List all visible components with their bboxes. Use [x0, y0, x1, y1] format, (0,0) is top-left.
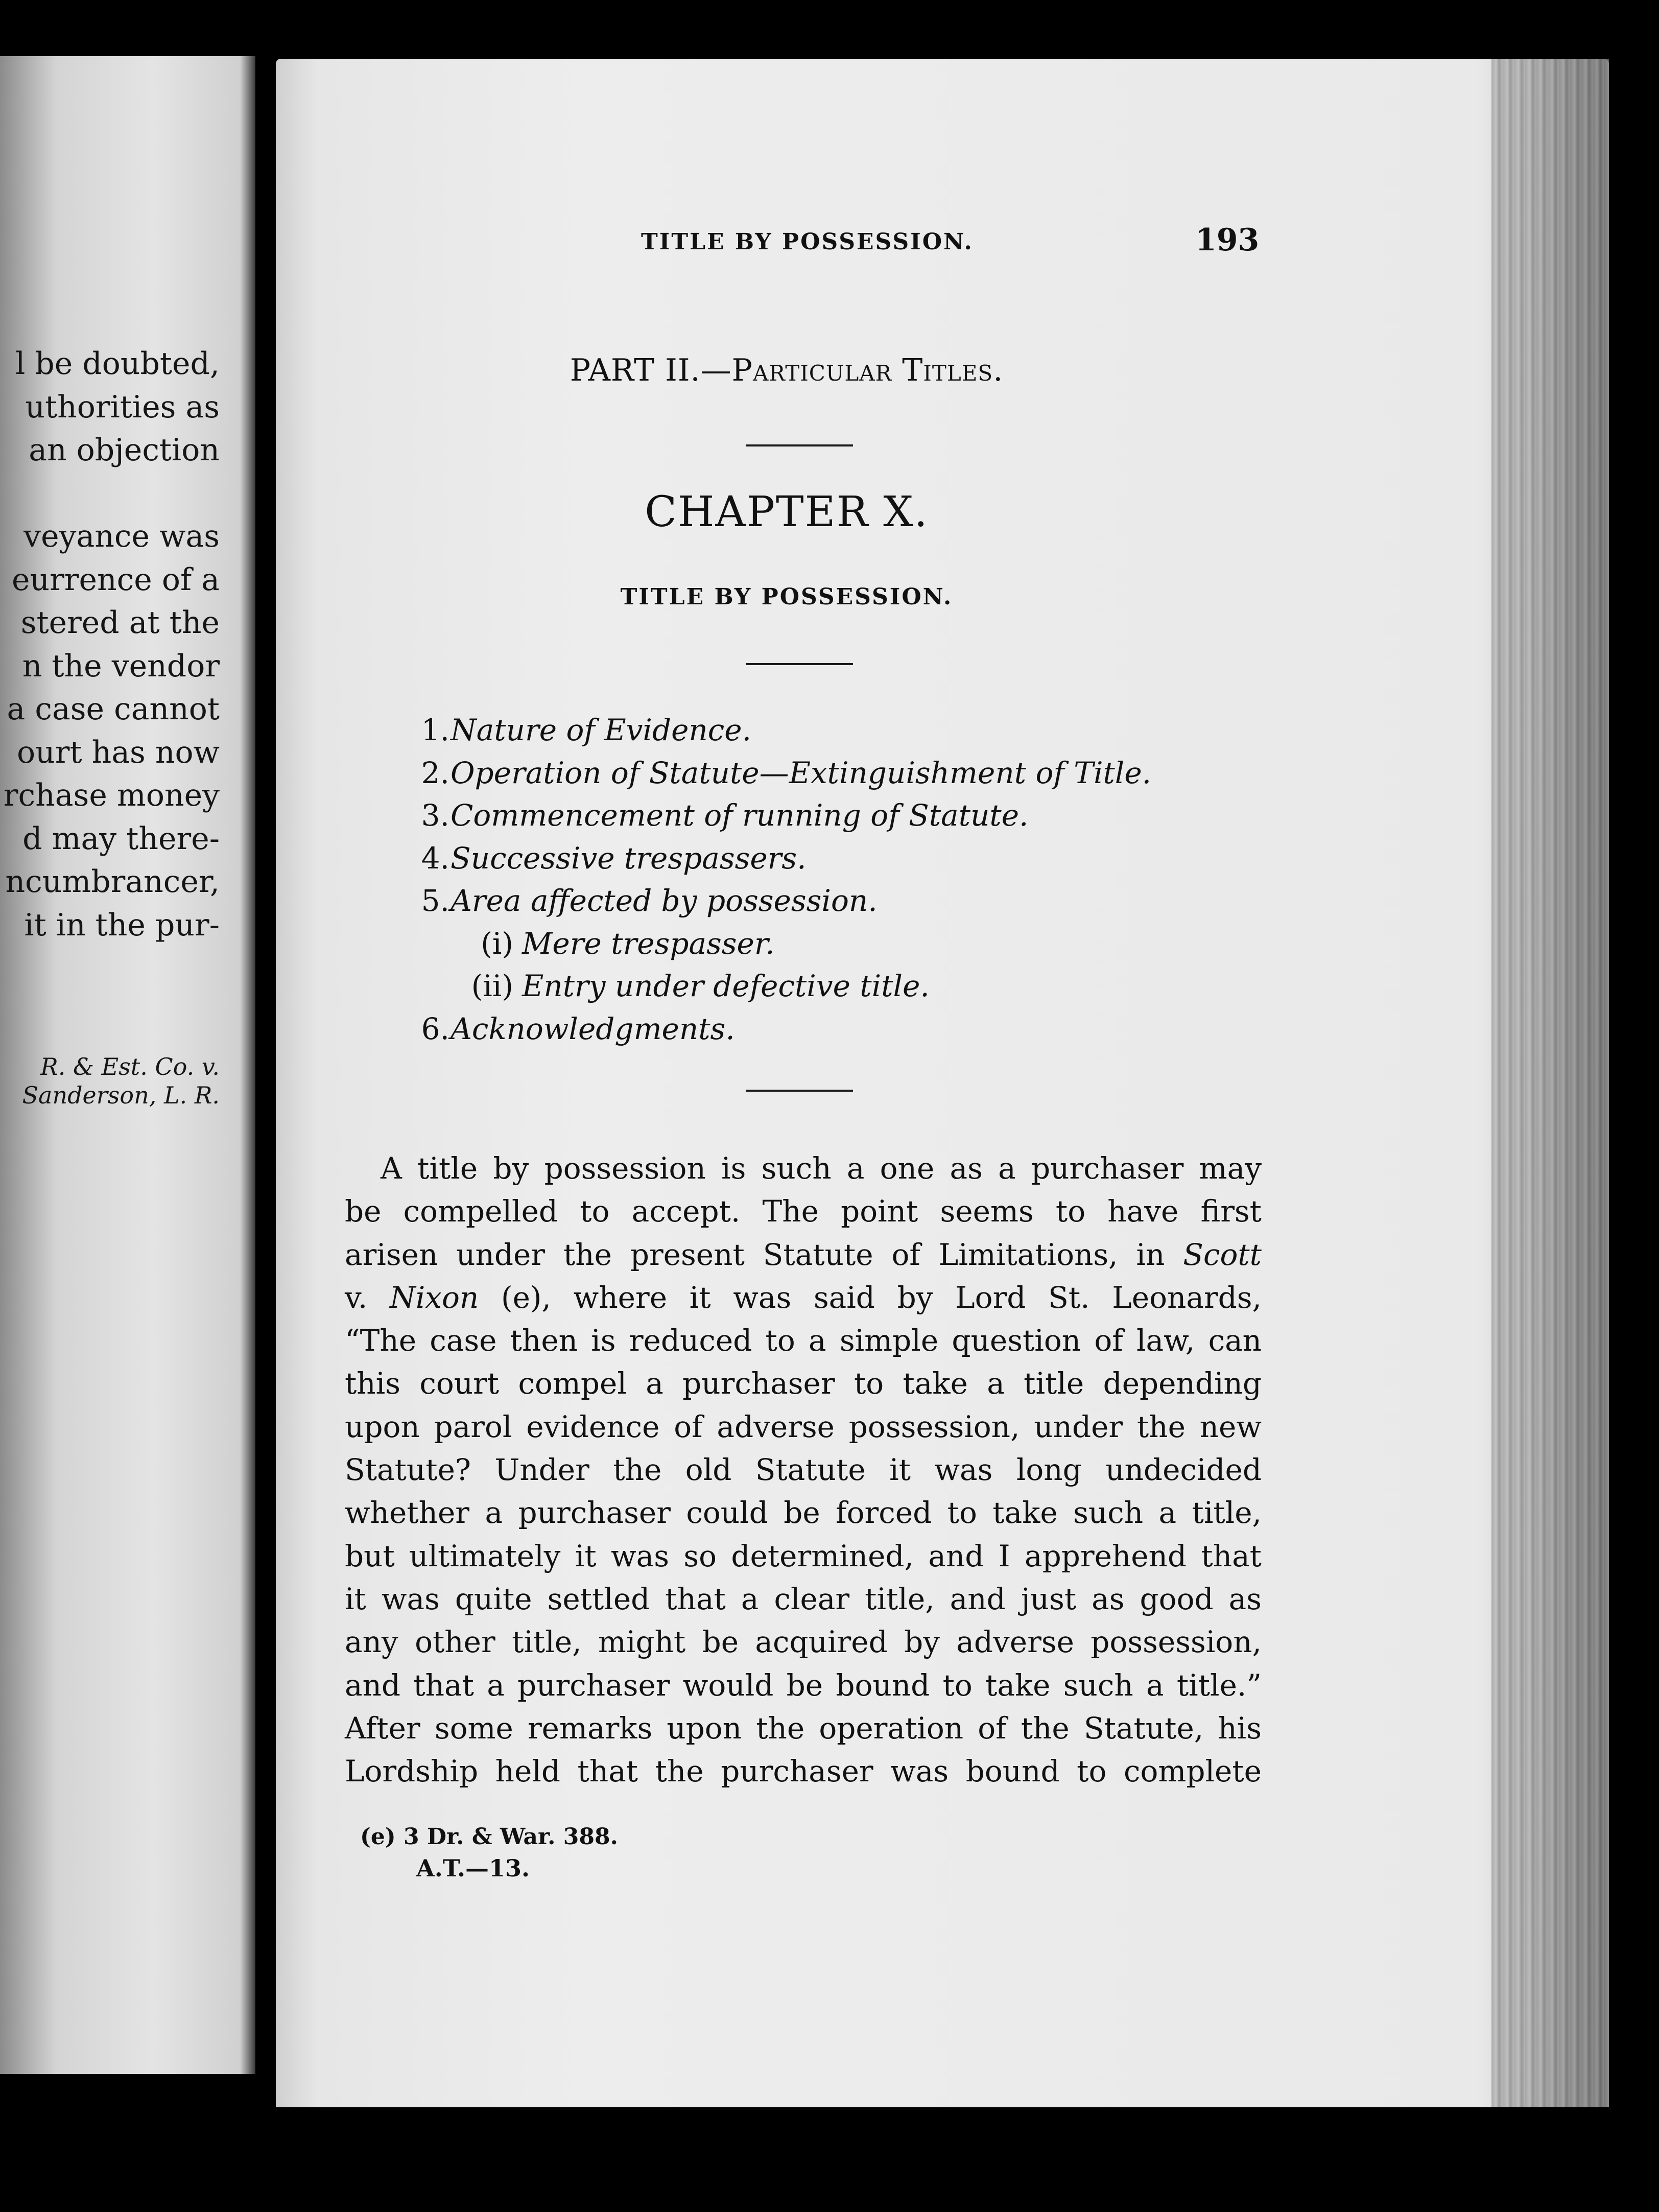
- text-line: d may there-: [22, 820, 220, 857]
- text-line: whether a purchaser could be forced to take such a title,: [345, 1495, 1262, 1531]
- text-line: it was quite settled that a clear title, and just as good as: [345, 1581, 1262, 1616]
- signature-mark: A.T.—13.: [416, 1854, 530, 1882]
- item-number: 2.: [421, 755, 449, 790]
- text-line: but ultimately it was so determined, and I apprehend that: [345, 1538, 1262, 1573]
- text-run: arisen under the present Statute of Limitations, in: [345, 1237, 1165, 1272]
- item-number: 3.: [421, 798, 449, 833]
- previous-page-footnote: [22, 1052, 220, 1110]
- footnote-reference: (e),: [501, 1280, 551, 1315]
- previous-page-text: [4, 342, 220, 947]
- item-title: Acknowledgments.: [451, 1011, 735, 1046]
- item-number: 6.: [421, 1011, 449, 1046]
- text-line: [4, 472, 220, 515]
- footnote-line: Sanderson, L. R.: [22, 1081, 220, 1109]
- text-line: [345, 1233, 1262, 1276]
- item-number: 1.: [421, 713, 449, 747]
- item-title: Area affected by possession.: [451, 883, 878, 918]
- item-number: (ii): [471, 969, 513, 1003]
- item-number: 4.: [421, 840, 449, 876]
- item-title: Operation of Statute—Extinguishment of Title.: [451, 755, 1152, 790]
- chapter-subtitle: TITLE BY POSSESSION.: [620, 584, 953, 610]
- text-line: eurrence of a: [11, 561, 220, 598]
- item-number: (i): [481, 926, 513, 961]
- page-number: 193: [1195, 222, 1260, 258]
- page-edges: [1491, 59, 1609, 2107]
- text-line: [345, 1276, 1262, 1319]
- item-title: Commencement of running of Statute.: [451, 798, 1029, 833]
- divider-rule: [746, 663, 853, 665]
- divider-rule: [746, 1090, 853, 1092]
- item-title: Successive trespassers.: [451, 840, 807, 876]
- part-title: [276, 352, 1297, 388]
- text-line: uthorities as: [25, 389, 220, 425]
- text-line: n the vendor: [22, 648, 220, 684]
- case-name: Nixon: [390, 1280, 479, 1315]
- text-line: upon parol evidence of adverse possession, under the new: [345, 1409, 1262, 1444]
- text-line: A title by possession is such a one as a purchaser may: [381, 1151, 1262, 1186]
- item-title: Nature of Evidence.: [451, 713, 752, 747]
- text-line: any other title, might be acquired by adverse possession,: [345, 1625, 1262, 1660]
- text-line: Statute? Under the old Statute it was long undecided: [345, 1452, 1262, 1488]
- text-line: be compelled to accept. The point seems to have first: [345, 1194, 1262, 1229]
- part-title-name: Particular Titles.: [731, 352, 1004, 388]
- text-line: rchase money: [3, 778, 220, 813]
- text-line: a case cannot: [7, 691, 220, 727]
- item-number: 5.: [421, 883, 449, 918]
- text-run: v.: [345, 1280, 368, 1315]
- text-line: this court compel a purchaser to take a title depending: [345, 1366, 1262, 1401]
- text-line: an objection: [29, 432, 220, 468]
- text-line: After some remarks upon the operation of the Statute, his: [345, 1710, 1262, 1746]
- text-run: where it was said by Lord St. Leonards,: [573, 1280, 1262, 1315]
- text-line: veyance was: [23, 519, 220, 554]
- item-title: Mere trespasser.: [522, 926, 775, 961]
- item-title: Entry under defective title.: [522, 969, 930, 1003]
- footnote: (e) 3 Dr. & War. 388.: [360, 1824, 618, 1850]
- running-head: TITLE BY POSSESSION.: [641, 229, 974, 255]
- text-line: it in the pur-: [24, 907, 220, 943]
- divider-rule: [746, 444, 853, 446]
- text-line: ncumbrancer,: [5, 864, 220, 900]
- text-line: l be doubted,: [15, 346, 220, 382]
- text-line: ourt has now: [16, 734, 220, 770]
- text-line: Lordship held that the purchaser was bound to complete: [345, 1754, 1262, 1789]
- text-line: and that a purchaser would be bound to take such a title.”: [345, 1667, 1262, 1703]
- previous-page-fragment: [0, 56, 255, 2074]
- body-paragraph: [345, 1147, 1262, 1793]
- footnote-line: R. & Est. Co. v.: [40, 1053, 220, 1080]
- part-title-prefix: PART II.—: [570, 352, 732, 388]
- text-line: “The case then is reduced to a simple question of law, can: [345, 1323, 1262, 1358]
- case-name: Scott: [1183, 1237, 1262, 1272]
- chapter-title: CHAPTER X.: [645, 488, 929, 536]
- text-line: stered at the: [20, 605, 220, 641]
